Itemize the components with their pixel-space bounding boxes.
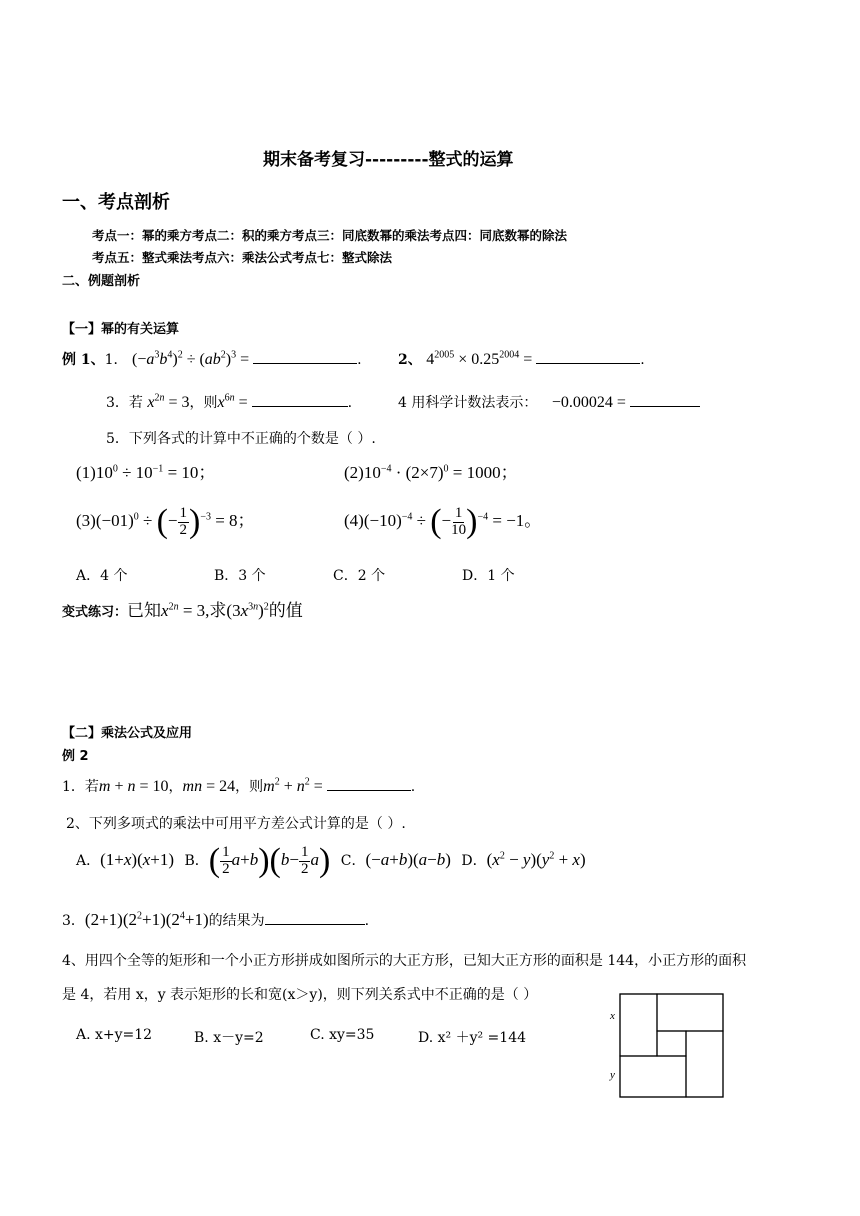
p2-q2-option-b[interactable]: B．( $\frac{1}{2}$ a+b)(b− $\frac{1}{2}$ a)	[184, 842, 331, 879]
question-4-text: 4 用科学计数法表示：	[398, 395, 538, 411]
question-3-text: 3．若	[106, 395, 143, 411]
question-4-row: 4 用科学计数法表示： −0.00024 =	[398, 392, 700, 412]
variant-label: 变式练习：	[62, 605, 128, 620]
answer-blank-3[interactable]	[252, 392, 348, 407]
answer-blank-p2-1[interactable]	[327, 776, 411, 791]
section-heading-analysis: 一、考点剖析	[62, 192, 170, 213]
rectangle-right-bottom	[686, 1031, 723, 1097]
question-2-number: 2、	[398, 352, 422, 368]
question-5-text: 5．下列各式的计算中不正确的个数是（ ）.	[106, 431, 376, 447]
rectangle-right-top	[657, 994, 723, 1031]
question-3-row: 3．若 $x^{2n} = 3$，则$x^{6n}$ = .	[106, 392, 353, 411]
example-1-row: 例 1、1． $(-a^3b^4)^2 \div (ab^2)^3$ = .	[62, 349, 362, 368]
figure-label-x: x	[610, 1010, 615, 1022]
answer-blank-p2-3[interactable]	[265, 910, 365, 925]
p2-question-4-line-2: 是 4，若用 x，y 表示矩形的长和宽(x＞y)，则下列关系式中不正确的是（ ）	[62, 987, 538, 1003]
square-figure	[600, 990, 730, 1100]
question-2-row: 2、 $4^{2005} \times 0.25^{2004}$ = .	[398, 349, 645, 368]
answer-blank-4[interactable]	[630, 392, 700, 407]
p2-q2-option-a[interactable]: A．(1+x)(x+1)	[76, 849, 175, 869]
p2-q4-option-a[interactable]: A. x+y=12	[76, 1027, 153, 1043]
answer-blank-2[interactable]	[536, 349, 640, 364]
variant-text: 已知	[127, 601, 162, 620]
p2-question-2-options	[76, 842, 586, 880]
q5-item-3: $(3)(-01)^0$ ÷ (− $\frac{1}{2}$ )$^{-3}$ = 8；	[76, 503, 255, 540]
part-heading-formulas: 【二】乘法公式及应用	[62, 726, 193, 741]
question-3-then: ，则	[189, 395, 218, 411]
variant-end: 的值	[268, 601, 303, 620]
question-2-expression: $4^{2005} \times 0.25^{2004}$ =	[426, 349, 537, 368]
q5-item-4: $(4)(-10)^{-4}$ ÷ (− $\frac{1}{10}$ )$^{-4}$ = −1。	[344, 503, 542, 540]
p2-question-4-line-1: 4、用四个全等的矩形和一个小正方形拼成如图所示的大正方形，已知大正方形的面积是 144，小正方形的面积	[62, 953, 747, 969]
q5-item-2: $(2)10^{-4} \cdot (2\times 7)^0 = 1000$；	[344, 463, 518, 482]
p2-q4-option-c[interactable]: C. xy=35	[310, 1027, 375, 1043]
variant-ask: 求	[209, 601, 227, 620]
variant-exercise-row: 变式练习：已知$x^{2n} = 3$,求$(3x^{3n})^2$的值	[62, 601, 303, 620]
q5-item-1: $(1)10^0 \div 10^{-1} = 10$；	[76, 463, 216, 482]
q5-option-a[interactable]: A．4 个	[76, 568, 128, 584]
section-heading-examples: 二、例题剖析	[62, 274, 141, 289]
rectangle-left-top	[620, 994, 657, 1056]
exam-points-line-2: 考点五：整式乘法考点六：乘法公式考点七：整式除法	[92, 250, 393, 265]
p2-q2-option-c[interactable]: C．(−a+b)(a−b)	[340, 849, 451, 869]
figure-label-y: y	[610, 1069, 615, 1081]
big-square	[620, 994, 723, 1097]
rectangle-left-bottom	[620, 1056, 686, 1097]
p2-q4-option-d[interactable]: D. x² ＋y² =144	[418, 1030, 527, 1046]
q5-option-c[interactable]: C．2 个	[333, 568, 386, 584]
example-2-label: 例 2	[62, 749, 89, 764]
example-1-label: 例 1、	[62, 352, 105, 368]
p2-question-2-text: 2、下列多项式的乘法中可用平方差公式计算的是（ ）.	[66, 816, 406, 832]
p2-question-1-row: 1．若m + n = 10，mn = 24，则$m^2 + n^2$ = .	[62, 776, 416, 795]
exam-points-line-1: 考点一：幂的乘方考点二：积的乘方考点三：同底数幂的乘法考点四：同底数幂的除法	[92, 228, 568, 243]
page-title: 期末备考复习---------整式的运算	[263, 150, 514, 170]
question-1-expression: $(-a^3b^4)^2 \div (ab^2)^3$ =	[132, 349, 254, 368]
part-heading-powers: 【一】幂的有关运算	[62, 322, 180, 337]
question-1-number: 1．	[104, 352, 128, 368]
q5-option-b[interactable]: B．3 个	[214, 568, 266, 584]
small-square	[657, 1031, 686, 1056]
q5-option-d[interactable]: D．1 个	[462, 568, 515, 584]
p2-q4-option-b[interactable]: B. x－y=2	[194, 1030, 264, 1046]
p2-q2-option-d[interactable]: D．$(x^2 - y)(y^2 + x)$	[461, 849, 586, 869]
answer-blank-1[interactable]	[253, 349, 357, 364]
p2-question-3-row: 3．$(2+1)(2^2+1)(2^4+1)$的结果为 .	[62, 910, 370, 929]
